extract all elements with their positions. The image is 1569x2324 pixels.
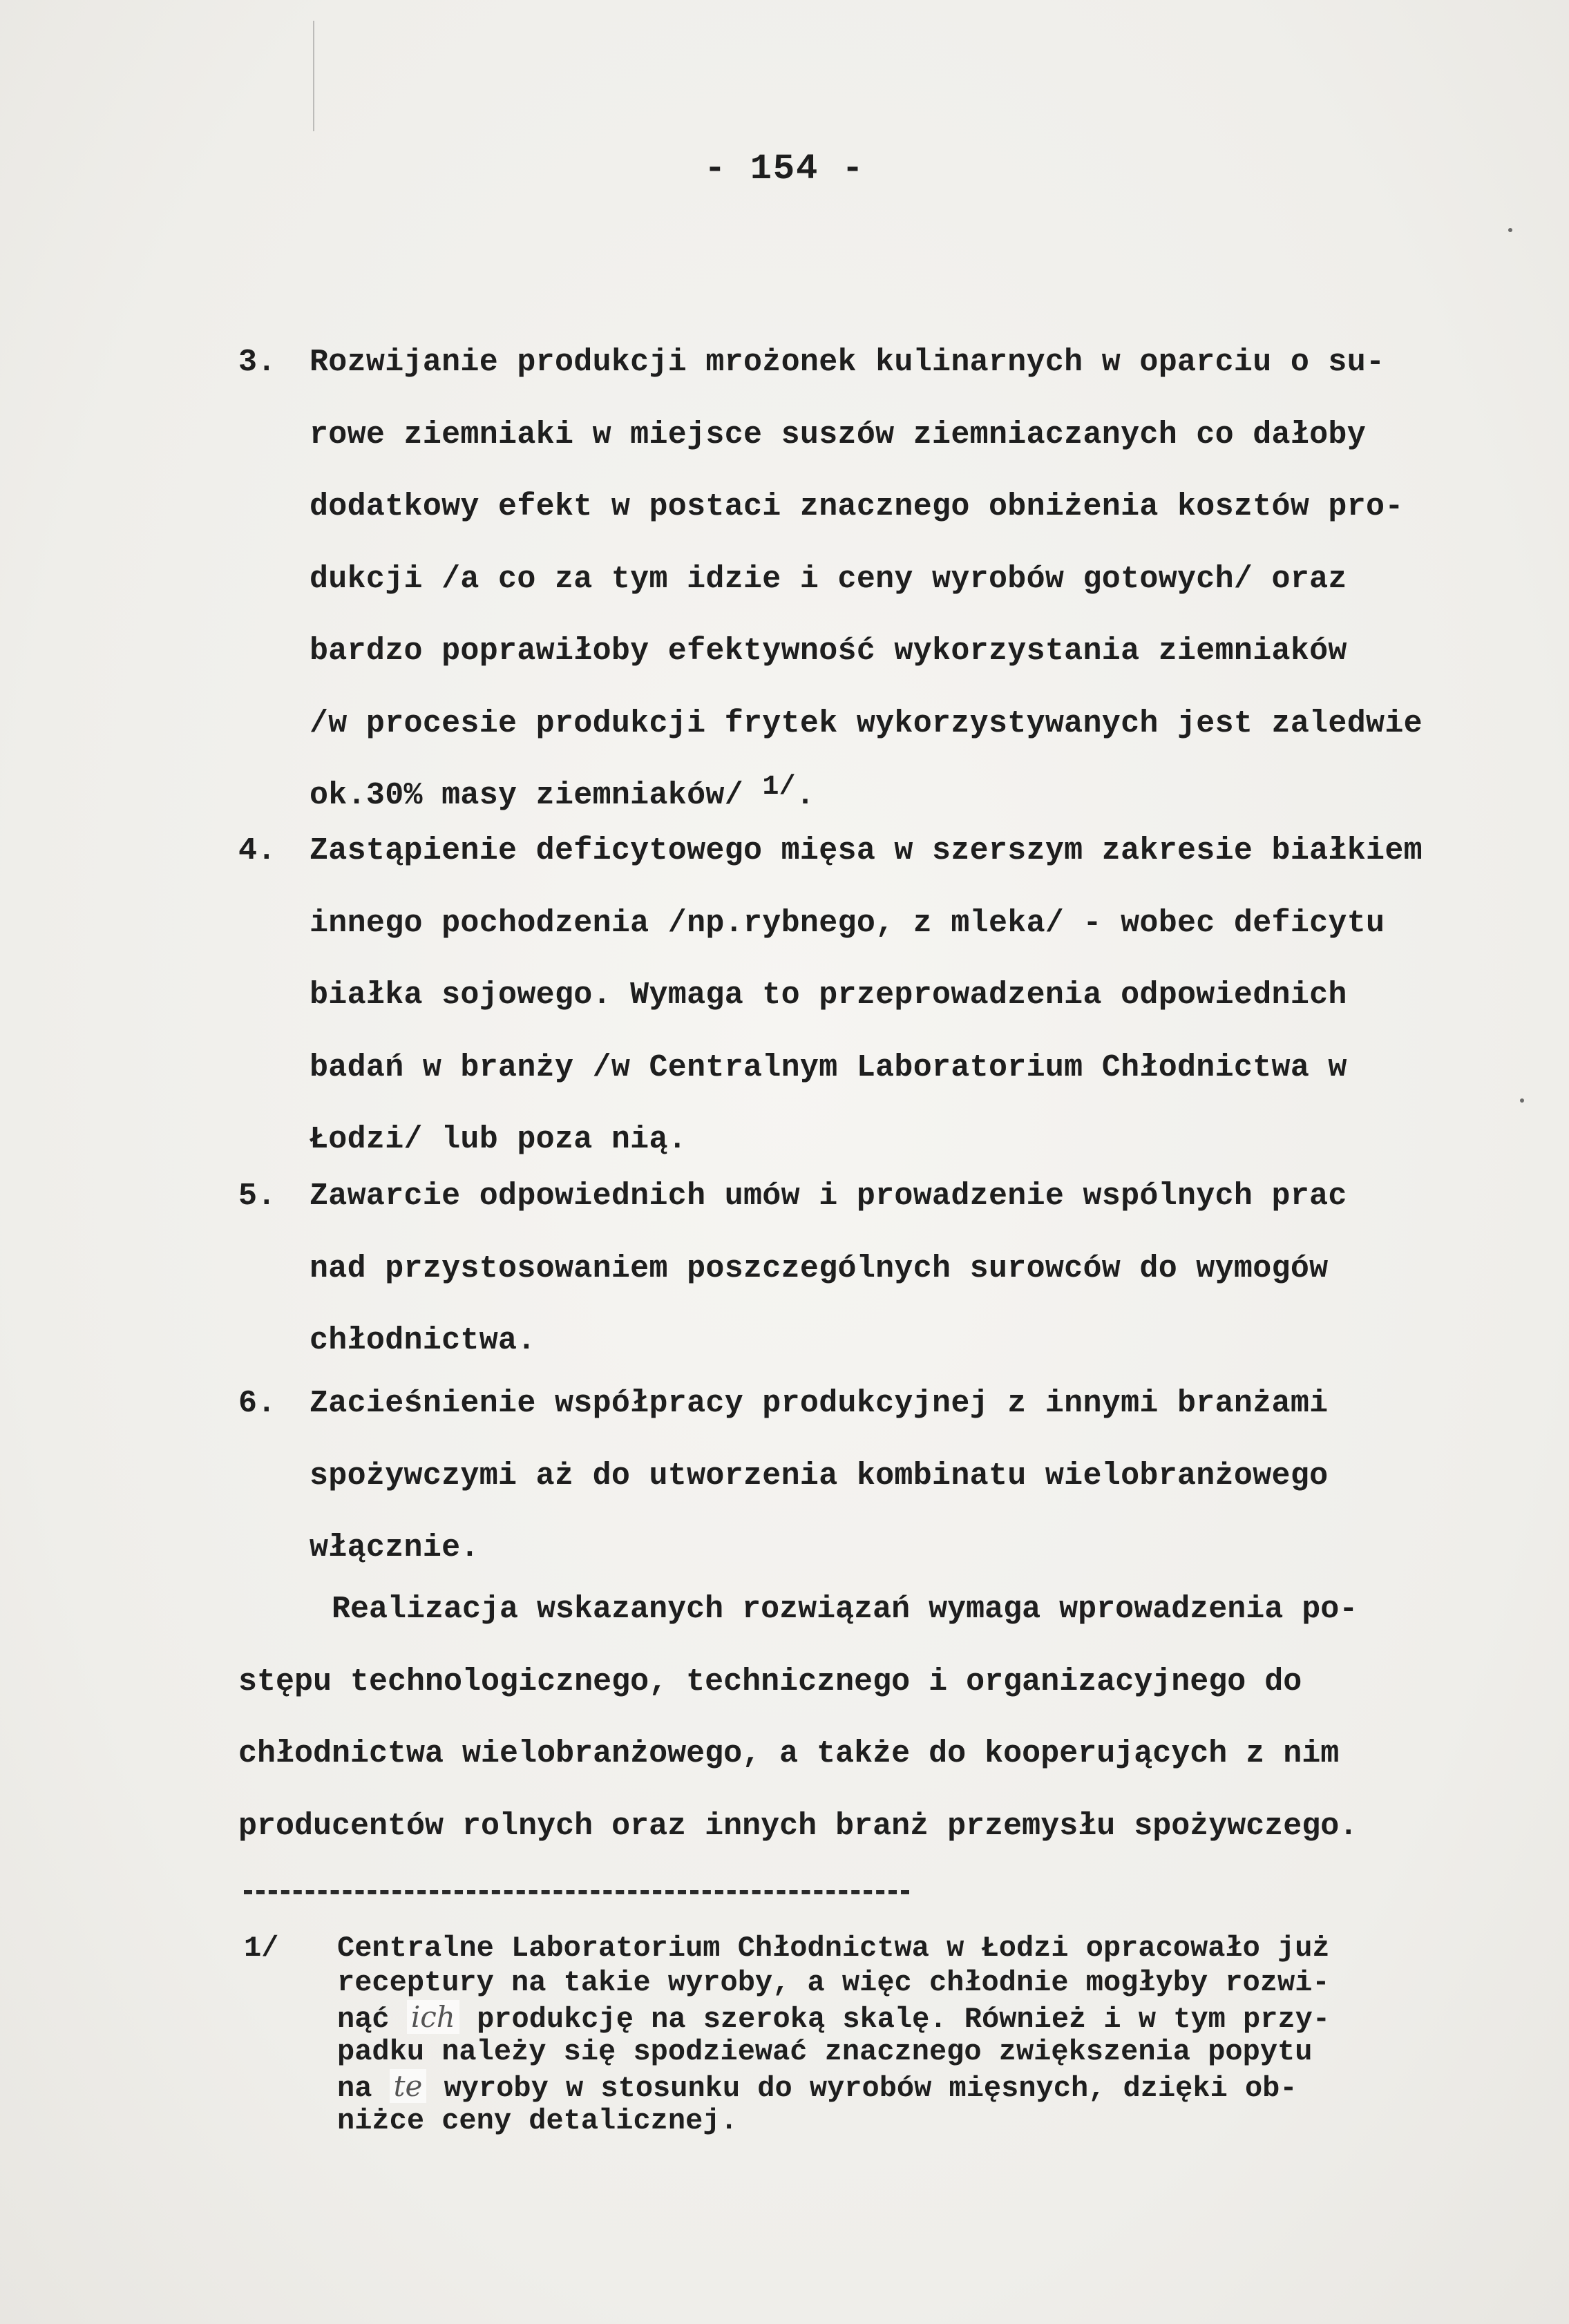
paper-fold-line (313, 21, 314, 131)
list-number: 4. (238, 833, 276, 868)
paper-speck (1508, 228, 1512, 232)
text-line: stępu technologicznego, technicznego i organizacyjnego do (238, 1664, 1302, 1699)
text-line: Zawarcie odpowiednich umów i prowadzenie wspólnych prac (310, 1179, 1347, 1214)
text-line: białka sojowego. Wymaga to przeprowadzenia odpowiednich (310, 978, 1347, 1013)
footnote-number: 1/ (244, 1932, 279, 1965)
text-line: bardzo poprawiłoby efektywność wykorzystania ziemniaków (310, 634, 1347, 669)
footnote-reference: 1/ (762, 772, 796, 803)
text-line: Zacieśnienie współpracy produkcyjnej z innymi branżami (310, 1386, 1329, 1421)
list-number: 3. (238, 345, 276, 380)
text-line: spożywczymi aż do utworzenia kombinatu wielobranżowego (310, 1458, 1329, 1494)
body-paragraph (238, 1574, 1558, 1863)
list-item-5 (238, 1161, 1558, 1378)
footnote-text: na (337, 2072, 372, 2105)
handwritten-correction: te (390, 2069, 427, 2103)
list-item-4 (238, 815, 1558, 1177)
footnote-line: padku należy się spodziewać znacznego zwiększenia popytu (337, 2035, 1313, 2068)
text-line: producentów rolnych oraz innych branż przemysłu spożywczego. (238, 1808, 1358, 1844)
list-item-6 (238, 1368, 1558, 1585)
text-line: chłodnictwa. (310, 1323, 536, 1358)
footnote-text: nąć (337, 2003, 390, 2036)
sentence-end: . (795, 778, 815, 813)
footnote-text: wyroby w stosunku do wyrobów mięsnych, dzięki ob- (444, 2072, 1297, 2105)
text-line: badań w branży /w Centralnym Laboratorium Chłodnictwa w (310, 1049, 1347, 1085)
text-line: Zastąpienie deficytowego mięsa w szerszym zakresie białkiem (310, 833, 1423, 868)
footnote-line: niżce ceny detalicznej. (337, 2104, 738, 2137)
text-line: Realizacja wskazanych rozwiązań wymaga wprowadzenia po- (332, 1592, 1358, 1627)
text-line: nad przystosowaniem poszczególnych surowców do wymogów (310, 1250, 1329, 1286)
text-line: Rozwijanie produkcji mrożonek kulinarnych w oparciu o su- (310, 345, 1385, 380)
list-number: 6. (238, 1386, 276, 1421)
text-line: Łodzi/ lub poza nią. (310, 1122, 687, 1157)
text-line: dodatkowy efekt w postaci znacznego obniżenia kosztów pro- (310, 489, 1404, 524)
text-line: dukcji /a co za tym idzie i ceny wyrobów gotowych/ oraz (310, 561, 1347, 597)
footnote (244, 1931, 1557, 2138)
text-line: innego pochodzenia /np.rybnego, z mleka/ - wobec deficytu (310, 905, 1385, 941)
footnote-line (244, 2069, 1557, 2104)
footnote-line (244, 2000, 1557, 2035)
text-line: chłodnictwa wielobranżowego, a także do kooperujących z nim (238, 1736, 1340, 1771)
text-line: ok.30% masy ziemniaków/ (310, 778, 744, 813)
footnote-line: receptury na takie wyroby, a więc chłodnie mogłyby rozwi- (337, 1966, 1330, 1999)
text-line: rowe ziemniaki w miejsce suszów ziemniaczanych co dałoby (310, 417, 1367, 453)
list-item-3 (238, 327, 1558, 832)
text-line: włącznie. (310, 1530, 479, 1565)
footnote-text: produkcję na szeroką skalę. Również i w tym przy- (477, 2003, 1331, 2036)
list-number: 5. (238, 1179, 276, 1214)
text-line: /w procesie produkcji frytek wykorzystywanych jest zaledwie (310, 705, 1423, 741)
footnote-line: Centralne Laboratorium Chłodnictwa w Łodzi opracowało już (337, 1932, 1330, 1965)
page-number: - 154 - (704, 149, 865, 189)
handwritten-correction: ich (407, 2000, 459, 2034)
footnote-separator (244, 1890, 909, 1894)
